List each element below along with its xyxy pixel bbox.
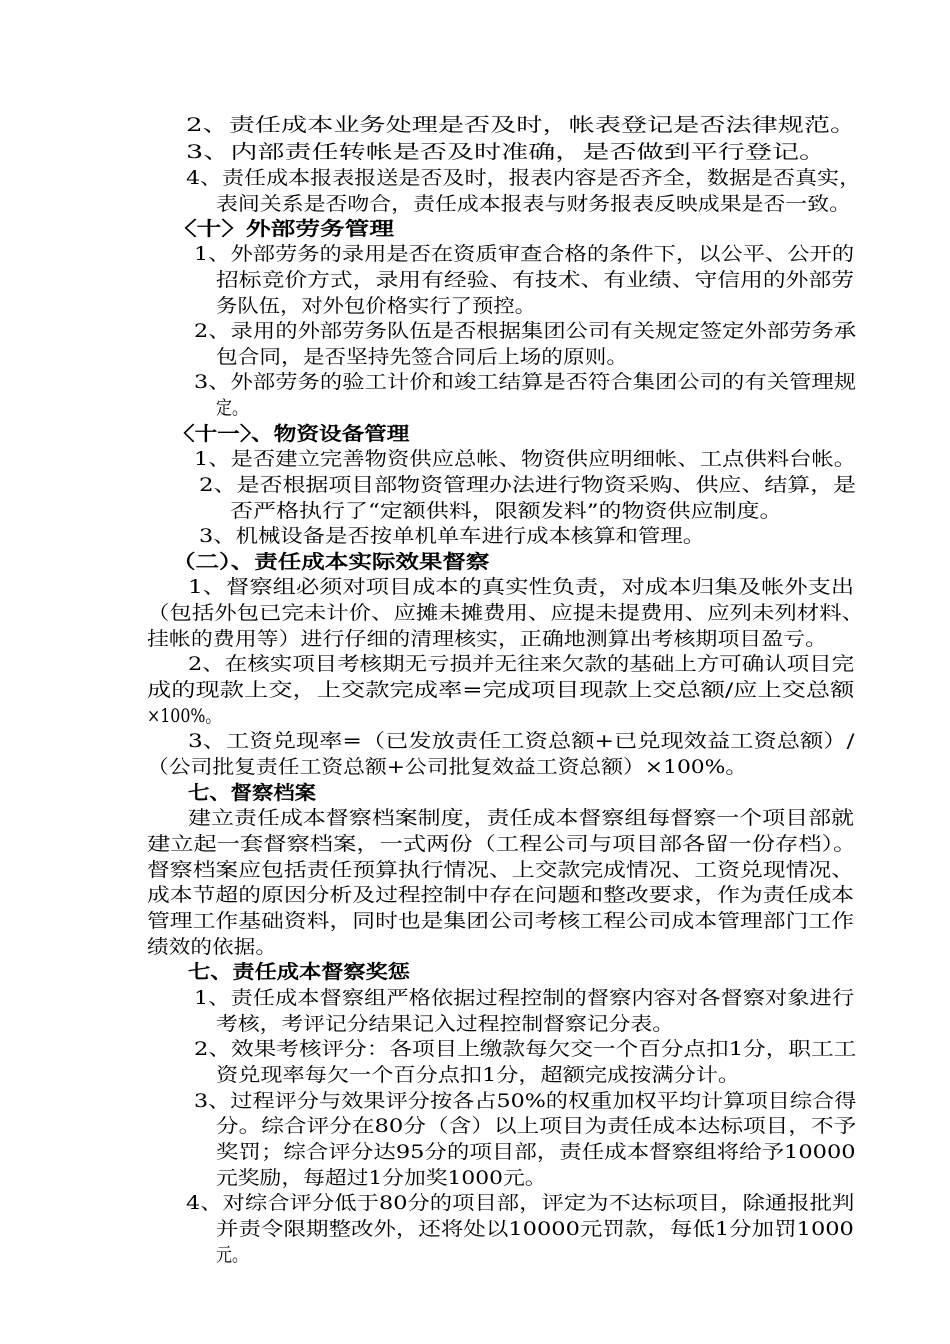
text-line: 绩效的依据。: [147, 936, 278, 958]
text-line: 3、内部责任转帐是否及时准确，是否做到平行登记。: [186, 141, 827, 163]
text-line: （包括外包已完未计价、应摊未摊费用、应提未提费用、应列未列材料、: [147, 602, 865, 624]
text-line: 挂帐的费用等）进行仔细的清理核实，正确地测算出考核期项目盈亏。: [147, 628, 828, 650]
text-line: 招标竞价方式，录用有经验、有技术、有业绩、守信用的外部劳: [216, 269, 855, 291]
text-line: 3、工资兑现率=（已发放责任工资总额+已兑现效益工资总额）/: [188, 730, 855, 752]
text-line: 1、责任成本督察组严格依据过程控制的督察内容对各督察对象进行: [194, 987, 855, 1009]
text-line: 2、责任成本业务处理是否及时，帐表登记是否法律规范。: [186, 114, 857, 136]
text-line: 定。: [216, 397, 249, 419]
section-heading: 七、责任成本督察奖惩: [188, 961, 411, 983]
text-line: 成的现款上交，上交款完成率=完成项目现款上交总额/应上交总额: [147, 679, 855, 701]
text-line: 否严格执行了“定额供料，限额发料”的物资供应制度。: [230, 500, 783, 522]
text-line: 元。: [216, 1244, 249, 1266]
text-line: 3、过程评分与效果评分按各占50%的权重加权平均计算项目综合得: [194, 1090, 857, 1112]
section-heading: （二）、责任成本实际效果督察: [172, 551, 490, 573]
text-line: 分。综合评分在80分（含）以上项目为责任成本达标项目，不予: [216, 1115, 857, 1137]
text-line: 1、是否建立完善物资供应总帐、物资供应明细帐、工点供料台帐。: [194, 448, 857, 470]
text-line: 并责令限期整改外，还将处以10000元罚款，每低1分加罚1000: [216, 1218, 854, 1240]
text-line: 督察档案应包括责任预算执行情况、上交款完成情况、工资兑现情况、: [147, 859, 855, 881]
section-heading: 七、督察档案: [188, 782, 317, 804]
text-line: 建立责任成本督察档案制度，责任成本督察组每督察一个项目部就: [188, 807, 855, 829]
section-heading: 〈十一〉、物资设备管理: [172, 423, 410, 445]
text-line: ×100%。: [147, 705, 222, 727]
text-line: 1、督察组必须对项目成本的真实性负责，对成本归集及帐外支出: [188, 576, 855, 598]
text-line: 成本节超的原因分析及过程控制中存在问题和整改要求，作为责任成本: [147, 884, 855, 906]
text-line: 表间关系是否吻合，责任成本报表与财务报表反映成果是否一致。: [216, 193, 852, 215]
section-heading: 〈十〉外部劳务管理: [172, 218, 395, 240]
text-line: 4、对综合评分低于80分的项目部，评定为不达标项目，除通报批判: [186, 1192, 855, 1214]
text-line: 3、外部劳务的验工计价和竣工结算是否符合集团公司的有关管理规: [194, 371, 857, 393]
text-line: 管理工作基础资料，同时也是集团公司考核工程公司成本管理部门工作: [147, 910, 855, 932]
text-line: 考核，考评记分结果记入过程控制督察记分表。: [216, 1013, 675, 1035]
text-line: 建立起一套督察档案，一式两份（工程公司与项目部各留一份存档）。: [147, 833, 857, 855]
text-line: 资兑现率每欠一个百分点扣1分，超额完成按满分计。: [216, 1064, 741, 1086]
text-line: 3、机械设备是否按单机单车进行成本核算和管理。: [199, 525, 706, 547]
text-line: 元奖励，每超过1分加奖1000元。: [216, 1167, 547, 1189]
text-line: 4、责任成本报表报送是否及时，报表内容是否齐全，数据是否真实，: [186, 167, 862, 189]
text-line: 1、外部劳务的录用是否在资质审查合格的条件下，以公平、公开的: [194, 243, 855, 265]
text-line: 奖罚；综合评分达95分的项目部，责任成本督察组将给予10000: [216, 1141, 856, 1163]
text-line: 2、在核实项目考核期无亏损并无往来欠款的基础上方可确认项目完: [188, 653, 855, 675]
text-line: 2、是否根据项目部物资管理办法进行物资采购、供应、结算，是: [199, 474, 857, 496]
text-line: 务队伍，对外包价格实行了预控。: [216, 295, 537, 317]
text-line: 包合同，是否坚持先签合同后上场的原则。: [216, 346, 629, 368]
text-line: 2、录用的外部劳务队伍是否根据集团公司有关规定签定外部劳务承: [194, 320, 857, 342]
text-line: 2、效果考核评分：各项目上缴款每欠交一个百分点扣1分，职工工: [194, 1038, 857, 1060]
text-line: （公司批复责任工资总额+公司批复效益工资总额）×100%。: [147, 756, 748, 778]
